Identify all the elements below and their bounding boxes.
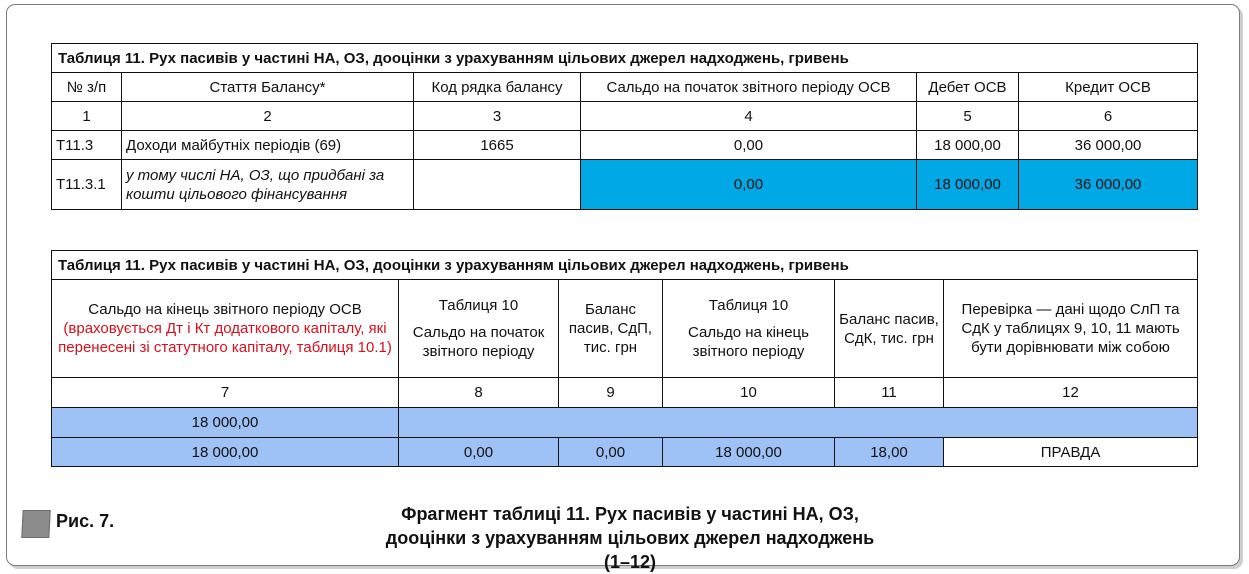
row-debit: 18 000,00: [917, 160, 1019, 210]
row-balance-sdk: 18,00: [835, 438, 944, 467]
col-number: 8: [399, 378, 559, 408]
row-check-result: ПРАВДА: [944, 438, 1198, 467]
row-closing-balance: 18 000,00: [52, 408, 399, 438]
row-debit: 18 000,00: [917, 131, 1019, 160]
table-row: [52, 438, 1198, 467]
col-header-opening-balance: Сальдо на початок звітного періоду ОСВ: [581, 73, 917, 102]
col-header-balance-sdk: Баланс пасив, СдК, тис. грн: [835, 280, 944, 378]
row-code: [414, 160, 581, 210]
col-number: 4: [581, 102, 917, 131]
col-header-table10-closing: [663, 280, 835, 378]
closing-balance-note: (враховується Дт і Кт додаткового капіталу, які перенесені зі статутного капіталу, таблиця 10.1): [58, 320, 392, 356]
row-table10-opening: 0,00: [399, 438, 559, 467]
col-header-balance-sdp: Баланс пасив, СдП, тис. грн: [559, 280, 663, 378]
row-table10-closing: 18 000,00: [663, 438, 835, 467]
caption-line-1: Фрагмент таблиці 11. Рух пасивів у частині НА, ОЗ,: [401, 504, 859, 524]
row-id: Т11.3: [52, 131, 122, 160]
closing-balance-label: Сальдо на кінець звітного періоду: [688, 324, 809, 360]
row-closing-balance: 18 000,00: [52, 438, 399, 467]
caption-line-2: дооцінки з урахуванням цільових джерел надходжень (1–12): [385, 528, 875, 572]
table-row: [52, 131, 1198, 160]
figure-caption: [380, 502, 880, 574]
col-number: 3: [414, 102, 581, 131]
col-number: 7: [52, 378, 399, 408]
row-balance-sdp: 0,00: [559, 438, 663, 467]
row-credit: 36 000,00: [1019, 160, 1198, 210]
col-header-num: № з/п: [52, 73, 122, 102]
table-row: [52, 160, 1198, 210]
row-id: Т11.3.1: [52, 160, 122, 210]
table10-label: Таблиця 10: [438, 297, 519, 314]
row-empty-span: [399, 408, 1198, 438]
table2-title: Таблиця 11. Рух пасивів у частині НА, ОЗ, дооцінки з урахуванням цільових джерел надходжень, гривень: [52, 251, 1198, 280]
col-header-check: Перевірка — дані щодо СлП та СдК у таблицях 9, 10, 11 мають бути дорівнювати між собою: [944, 280, 1198, 378]
col-header-table10-opening: [399, 280, 559, 378]
row-opening-balance: 0,00: [581, 160, 917, 210]
row-credit: 36 000,00: [1019, 131, 1198, 160]
row-opening-balance: 0,00: [581, 131, 917, 160]
col-number: 1: [52, 102, 122, 131]
opening-balance-label: Сальдо на початок звітного періоду: [412, 324, 545, 360]
col-header-code: Код рядка балансу: [414, 73, 581, 102]
col-header-article: Стаття Балансу*: [122, 73, 414, 102]
col-number: 9: [559, 378, 663, 408]
col-number: 6: [1019, 102, 1198, 131]
col-number: 2: [122, 102, 414, 131]
col-number: 5: [917, 102, 1019, 131]
row-article: у тому числі НА, ОЗ, що придбані за кошти цільового фінансування: [122, 160, 414, 210]
col-number: 11: [835, 378, 944, 408]
figure-marker-icon: [21, 510, 50, 538]
table-11-part1: [51, 43, 1198, 210]
table10-label: Таблиця 10: [708, 297, 789, 314]
col-header-closing-balance: [52, 280, 399, 378]
row-code: 1665: [414, 131, 581, 160]
table1-title: Таблиця 11. Рух пасивів у частині НА, ОЗ, дооцінки з урахуванням цільових джерел надходжень, гривень: [52, 44, 1198, 73]
row-article: Доходи майбутніх періодів (69): [122, 131, 414, 160]
col-header-debit: Дебет ОСВ: [917, 73, 1019, 102]
col-header-credit: Кредит ОСВ: [1019, 73, 1198, 102]
table-row: [52, 408, 1198, 438]
figure-label: Рис. 7.: [56, 511, 115, 531]
col-number: 12: [944, 378, 1198, 408]
table-11-part2: [51, 250, 1198, 467]
closing-balance-label: Сальдо на кінець звітного періоду ОСВ: [88, 301, 362, 318]
col-number: 10: [663, 378, 835, 408]
